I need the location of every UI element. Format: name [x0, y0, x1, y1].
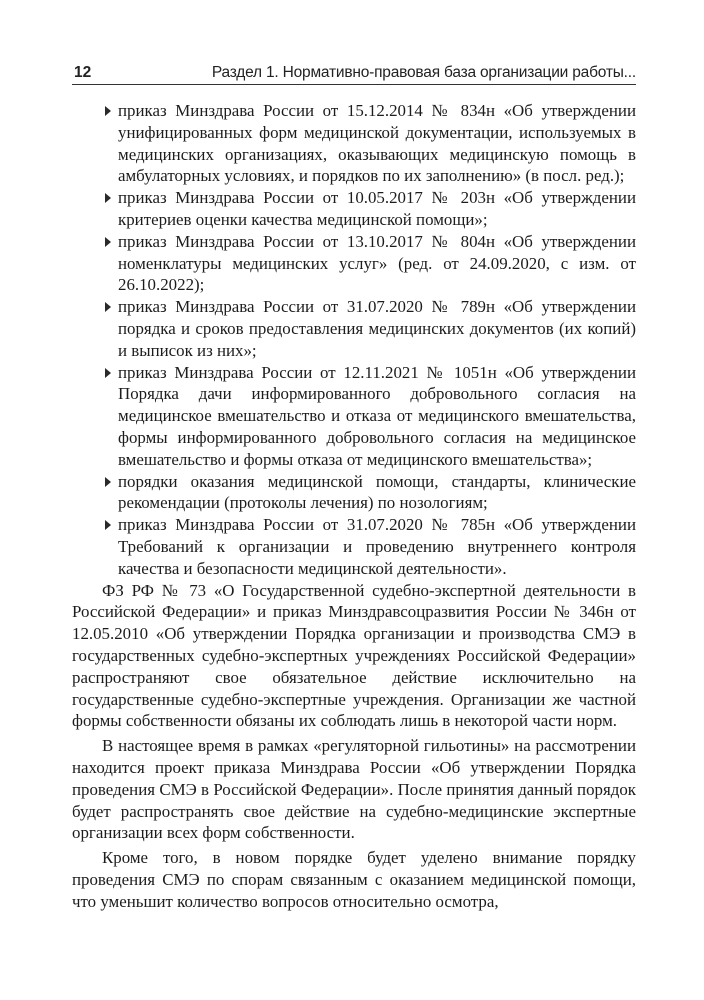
list-item — [72, 362, 636, 471]
list-item-text: приказ Минздрава России от 12.11.2021 № 1051н «Об утверждении Порядка дачи информированного добровольного согласия на медицинское вмешательство и отказа от медицинского вмешательства, формы информированного добровольного согласия на медицинское вмешательство и формы отказа от медицинского вмешательства»; — [118, 362, 636, 469]
paragraph: В настоящее время в рамках «регуляторной гильотины» на рассмотрении находится проект приказа Минздрава России «Об утверждении Порядка проведения СМЭ в Российской Федерации». После принятия данный порядок будет распространять свое действие на судебно-медицинские экспертные организации всех форм собственности. — [72, 736, 636, 843]
list-item — [72, 296, 636, 361]
list-item-text: приказ Минздрава России от 13.10.2017 № 804н «Об утверждении номенклатуры медицинских услуг» (ред. от 24.09.2020, с изм. от 26.10.2022); — [118, 231, 636, 295]
regulations-list — [72, 100, 636, 580]
list-item — [72, 187, 636, 231]
list-item-text: приказ Минздрава России от 15.12.2014 № 834н «Об утверждении унифицированных форм медицинской документации, используемых в медицинских организациях, оказывающих медицинскую помощь в амбулаторных условиях, и порядков по их заполнению» (в посл. ред.); — [118, 101, 636, 186]
page-number: 12 — [74, 64, 92, 81]
running-header — [72, 60, 636, 84]
header-rule — [72, 84, 636, 85]
page-body — [72, 100, 636, 912]
list-item — [72, 471, 636, 515]
paragraph: ФЗ РФ № 73 «О Государственной судебно-экспертной деятельности в Российской Федерации» и приказ Минздравсоцразвития России № 346н от 12.05.2010 «Об утверждении Порядка организации и производства СМЭ в государственных судебно-экспертных учреждениях Российской Федерации» распространяют свое обязательное действие исключительно на государственные судебно-экспертные учреждения. Организации же частной формы собственности обязаны их соблюдать лишь в некоторой части норм. — [72, 580, 636, 731]
triangle-bullet-icon — [105, 237, 111, 247]
triangle-bullet-icon — [105, 193, 111, 203]
triangle-bullet-icon — [105, 106, 111, 116]
triangle-bullet-icon — [105, 368, 111, 378]
list-item-text: приказ Минздрава России от 31.07.2020 № 789н «Об утверждении порядка и сроков предоставления медицинских документов (их копий) и выписок из них»; — [118, 297, 636, 360]
section-title: Раздел 1. Нормативно-правовая база организации работы... — [211, 64, 636, 81]
list-item — [72, 514, 636, 579]
list-item — [72, 100, 636, 187]
triangle-bullet-icon — [105, 302, 111, 312]
list-item — [72, 231, 636, 296]
list-item-text: приказ Минздрава России от 31.07.2020 № 785н «Об утверждении Требований к организации и проведению внутреннего контроля качества и безопасности медицинской деятельности». — [118, 515, 636, 578]
paragraph: Кроме того, в новом порядке будет уделено внимание порядку проведения СМЭ по спорам связанным с оказанием медицинской помощи, что уменьшит количество вопросов относительно осмотра, — [72, 848, 636, 911]
list-item-text: порядки оказания медицинской помощи, стандарты, клинические рекомендации (протоколы лечения) по нозологиям; — [118, 471, 636, 513]
triangle-bullet-icon — [105, 520, 111, 530]
triangle-bullet-icon — [105, 477, 111, 487]
list-item-text: приказ Минздрава России от 10.05.2017 № 203н «Об утверждении критериев оценки качества медицинской помощи»; — [118, 188, 636, 229]
